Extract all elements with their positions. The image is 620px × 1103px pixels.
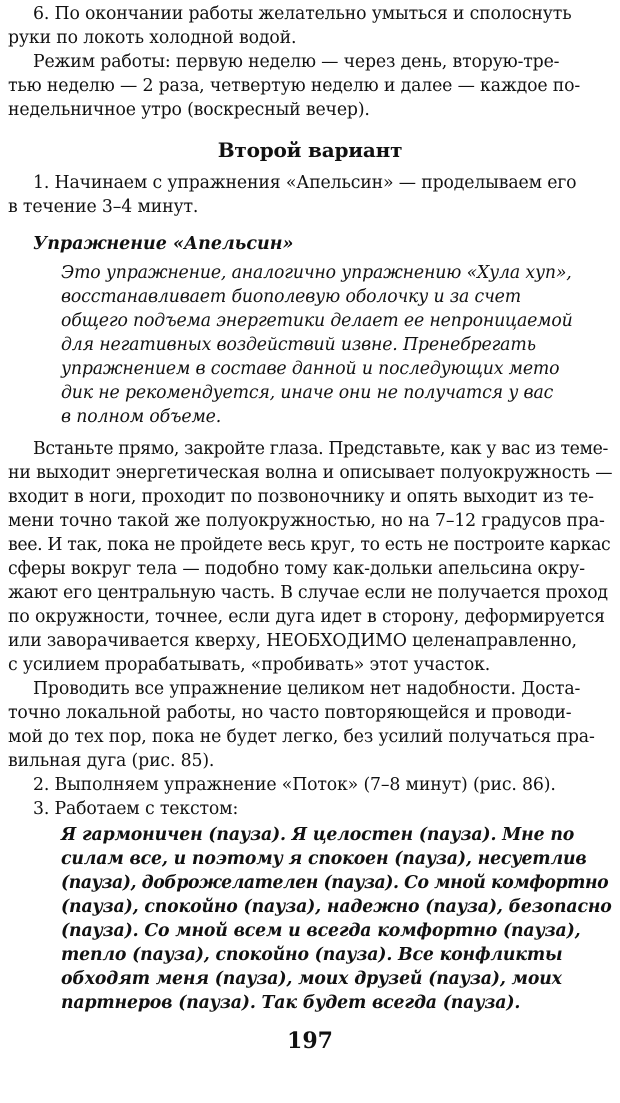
text-line: с усилием прорабатывать, «пробивать» этот участок. — [8, 655, 491, 675]
text-line: ни выходит энергетическая волна и описывает полуокружность — — [8, 463, 613, 483]
text-line: в полном объеме. — [61, 407, 222, 427]
text-line: восстанавливает биополевую оболочку и за счет — [61, 287, 521, 307]
step-3: 3. Работаем с текстом: — [33, 799, 239, 819]
text-line: руки по локоть холодной водой. — [8, 28, 297, 48]
text-line: недельничное утро (воскресный вечер). — [8, 100, 370, 120]
text-line: вее. И так, пока не пройдете весь круг, то есть не построите каркас — [8, 535, 611, 555]
text-line: сферы вокруг тела — подобно тому как-дольки апельсина окру- — [8, 559, 585, 579]
step-2: 2. Выполняем упражнение «Поток» (7–8 минут) (рис. 86). — [33, 775, 556, 795]
page-number: 197 — [287, 1028, 333, 1054]
text-line: мой до тех пор, пока не будет легко, без усилий получаться пра- — [8, 727, 595, 747]
text-line: (пауза). Со мной всем и всегда комфортно (пауза), — [61, 921, 581, 941]
text-line: вильная дуга (рис. 85). — [8, 751, 215, 771]
text-line: дик не рекомендуется, иначе они не получатся у вас — [61, 383, 554, 403]
text-line: (пауза), доброжелателен (пауза). Со мной комфортно — [61, 873, 609, 893]
text-line: для негативных воздействий извне. Пренебрегать — [61, 335, 536, 355]
text-line: мени точно такой же полуокружностью, но на 7–12 градусов пра- — [8, 511, 605, 531]
text-line: партнеров (пауза). Так будет всегда (пауза). — [61, 993, 521, 1013]
exercise-title: Упражнение «Апельсин» — [33, 234, 294, 254]
text-line: тью неделю — 2 раза, четвертую неделю и далее — каждое по- — [8, 76, 581, 96]
text-line: Встаньте прямо, закройте глаза. Представьте, как у вас из теме- — [33, 439, 609, 459]
text-line: (пауза), спокойно (пауза), надежно (пауза), безопасно — [61, 897, 612, 917]
text-line: Это упражнение, аналогично упражнению «Хула хуп», — [61, 263, 572, 283]
text-line: 6. По окончании работы желательно умыться и сполоснуть — [33, 4, 572, 24]
text-line: точно локальной работы, но часто повторяющейся и проводи- — [8, 703, 572, 723]
text-line: тепло (пауза), спокойно (пауза). Все конфликты — [61, 945, 563, 965]
text-line: Я гармоничен (пауза). Я целостен (пауза). Мне по — [61, 825, 575, 845]
text-line: силам все, и поэтому я спокоен (пауза), несуетлив — [61, 849, 587, 869]
text-line: жают его центральную часть. В случае если не получается проход — [8, 583, 608, 603]
text-line: обходят меня (пауза), моих друзей (пауза), моих — [61, 969, 562, 989]
text-line: 1. Начинаем с упражнения «Апельсин» — проделываем его — [33, 173, 577, 193]
text-line: общего подъема энергетики делает ее непроницаемой — [61, 311, 573, 331]
text-line: входит в ноги, проходит по позвоночнику и опять выходит из те- — [8, 487, 594, 507]
text-line: по окружности, точнее, если дуга идет в сторону, деформируется — [8, 607, 605, 627]
text-line: Режим работы: первую неделю — через день, вторую-тре- — [33, 52, 560, 72]
text-line: Проводить все упражнение целиком нет надобности. Доста- — [33, 679, 581, 699]
text-line: или заворачивается кверху, НЕОБХОДИМО целенаправленно, — [8, 631, 577, 651]
text-line: в течение 3–4 минут. — [8, 197, 199, 217]
section-heading: Второй вариант — [217, 138, 403, 162]
text-line: упражнением в составе данной и последующих мето — [61, 359, 560, 379]
